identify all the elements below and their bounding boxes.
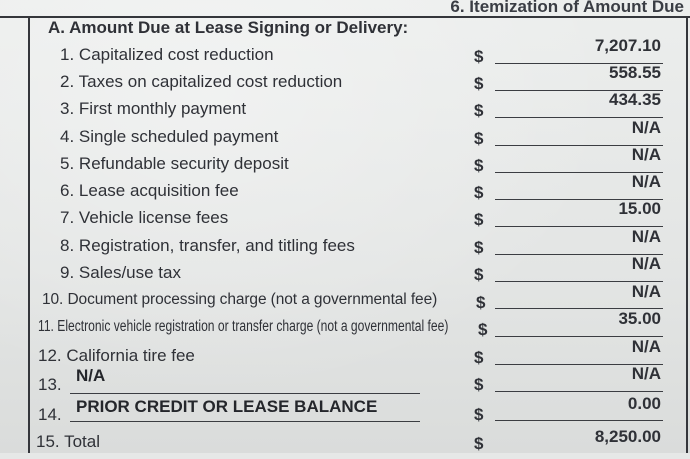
line-label: Document processing charge (not a governmental fee): [67, 291, 438, 308]
line-number: 7.: [60, 208, 75, 227]
dollar-sign: $: [474, 238, 484, 257]
itemization-heading: 6. Itemization of Amount Due: [450, 0, 684, 16]
line-14-filled-description: PRIOR CREDIT OR LEASE BALANCE: [76, 397, 378, 416]
amount-value: 35.00: [618, 309, 661, 328]
section-a-title: A. Amount Due at Lease Signing or Delivery:: [48, 18, 409, 37]
line-number: 3.: [60, 99, 75, 118]
line-item-1: [0, 36, 690, 72]
line-number: 15.: [36, 432, 60, 451]
amount-value: 15.00: [618, 199, 661, 218]
line-item-15-total: [0, 427, 690, 459]
line-number: 10.: [42, 291, 64, 308]
dollar-sign: $: [474, 47, 484, 66]
line-item-5: [0, 145, 690, 181]
line-item-3: [0, 90, 690, 126]
line-label: Vehicle license fees: [78, 208, 229, 227]
line-item-2: [0, 63, 690, 99]
line-number: 8.: [60, 236, 75, 255]
amount-value: 558.55: [609, 63, 661, 82]
line-number: 9.: [60, 263, 75, 282]
amount-value: 7,207.10: [594, 36, 661, 55]
dollar-sign: $: [474, 129, 484, 148]
line-item-8: [0, 227, 690, 263]
line-label: Single scheduled payment: [78, 127, 279, 146]
dollar-sign: $: [474, 348, 484, 367]
dollar-sign: $: [476, 293, 486, 312]
line-item-13: [0, 364, 690, 400]
amount-value: N/A: [631, 254, 661, 273]
line-item-6: [0, 172, 690, 208]
line-label: Capitalized cost reduction: [78, 45, 274, 64]
line-item-11: [0, 309, 690, 345]
amount-value: 0.00: [627, 394, 661, 413]
total-amount-value: 8,250.00: [594, 427, 661, 446]
line-label: California tire fee: [66, 346, 195, 365]
dollar-sign: $: [474, 375, 484, 394]
dollar-sign: $: [474, 74, 484, 93]
amount-value: N/A: [631, 227, 661, 246]
dollar-sign: $: [474, 101, 484, 120]
line-label: First monthly payment: [78, 99, 247, 118]
line-label: Electronic vehicle registration or transfer charge (not a governmental fee): [57, 318, 449, 335]
amount-value: N/A: [631, 145, 661, 164]
dollar-sign: $: [478, 320, 488, 339]
line-number: 1.: [60, 45, 75, 64]
amount-value: N/A: [631, 364, 661, 383]
line-label: Registration, transfer, and titling fees: [78, 236, 355, 255]
line-number: 4.: [60, 127, 75, 146]
line-number: 12.: [38, 346, 62, 365]
line-label: Total: [64, 432, 100, 451]
line-item-7: [0, 199, 690, 235]
amount-value: N/A: [631, 282, 661, 301]
line-number: 5.: [60, 154, 75, 173]
line-label: Taxes on capitalized cost reduction: [78, 72, 343, 91]
amount-value: 434.35: [609, 90, 661, 109]
dollar-sign: $: [474, 156, 484, 175]
amount-underline: [495, 420, 663, 421]
dollar-sign: $: [474, 265, 484, 284]
line-item-9: [0, 254, 690, 290]
line-number: 13.: [38, 375, 62, 394]
dollar-sign: $: [474, 210, 484, 229]
line-number: 6.: [60, 181, 75, 200]
line-label: Sales/use tax: [78, 263, 181, 282]
line-number: 11.: [38, 318, 54, 335]
amount-underline: [495, 391, 663, 392]
line-number: 14.: [38, 405, 62, 424]
line-item-4: [0, 118, 690, 154]
amount-value: N/A: [631, 172, 661, 191]
line-13-filled-description: N/A: [76, 366, 106, 385]
line-label: Lease acquisition fee: [78, 181, 239, 200]
dollar-sign: $: [474, 183, 484, 202]
line-label: Refundable security deposit: [78, 154, 289, 173]
amount-value: N/A: [631, 337, 661, 356]
description-underline: [70, 393, 420, 394]
line-number: 2.: [60, 72, 75, 91]
dollar-sign: $: [474, 405, 484, 424]
line-item-14: [0, 394, 690, 430]
description-underline: [70, 421, 420, 422]
amount-value: N/A: [631, 118, 661, 137]
dollar-sign: $: [474, 434, 484, 453]
line-item-10: [0, 282, 690, 318]
